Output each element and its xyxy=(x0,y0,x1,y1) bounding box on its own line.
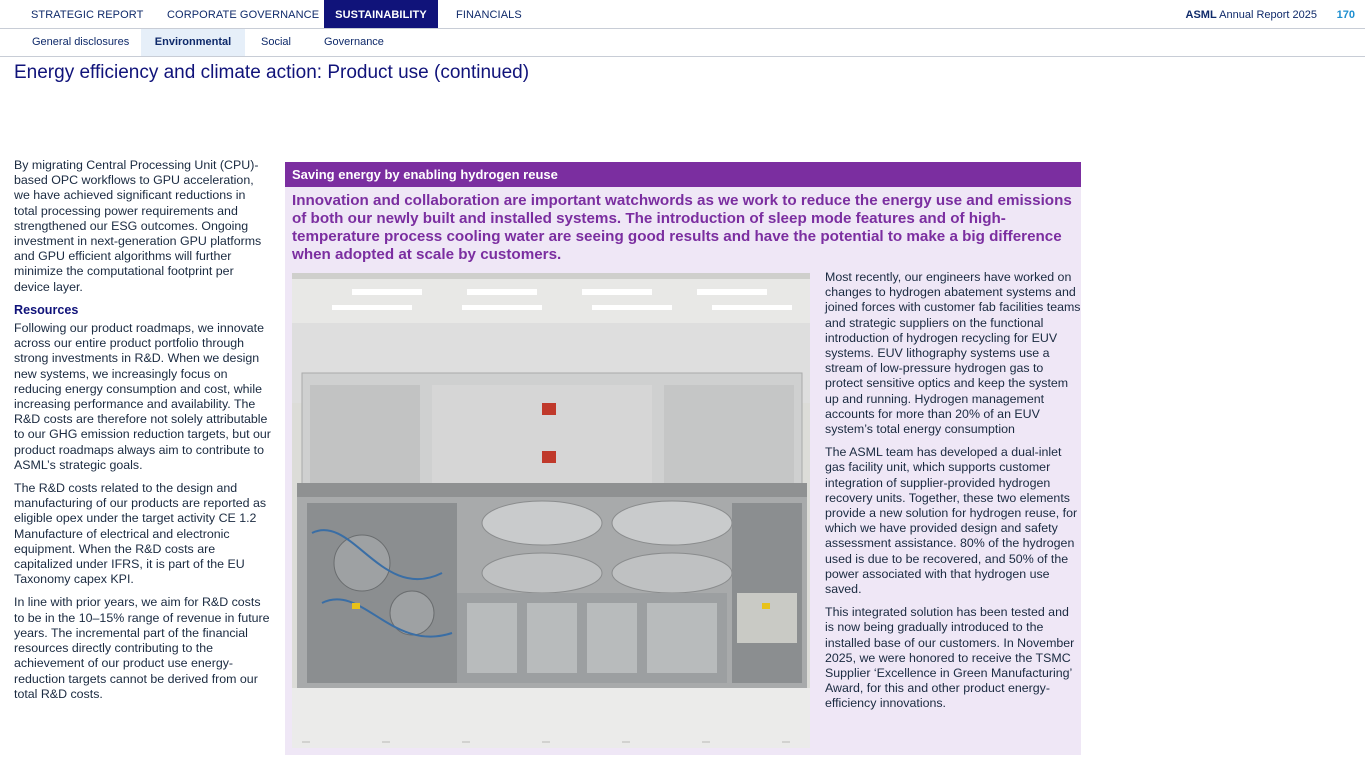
nav-sustainability[interactable]: SUSTAINABILITY xyxy=(324,0,438,28)
subnav-environmental[interactable]: Environmental xyxy=(141,29,245,56)
callout-paragraph-3: This integrated solution has been tested and is now being gradually introduced to the installed base of our customers. In November 2025, we were honored to receive the TSMC Supplier ‘Excellence in Green Manufacturing’ Award, for this and other product energy-efficiency innovations. xyxy=(825,605,1075,711)
callout-paragraph-1: Most recently, our engineers have worked on changes to hydrogen abatement systems and joined forces with customer fab facilities teams and strategic suppliers on the functional introduction of hydrogen recycling for EUV systems. EUV lithography systems use a stream of low-pressure hydrogen gas to protect sensitive optics and keep the system up and running. Hydrogen management accounts for more than 20% of an EUV system’s total energy consumption xyxy=(825,270,1081,437)
subnav-social[interactable]: Social xyxy=(261,36,291,48)
report-title xyxy=(1186,0,1317,30)
callout-text-column xyxy=(825,270,1081,720)
top-navigation xyxy=(0,0,1365,29)
left-column xyxy=(14,158,272,710)
euv-machine-photo xyxy=(292,273,810,748)
left-paragraph-3: The R&D costs related to the design and manufacturing of our products are reported as eligible opex under the target activity CE 1.2 Manufacture of electrical and electronic equipment. When the R&D costs are capitalized under IFRS, it is part of the EU Taxonomy capex KPI. xyxy=(14,481,267,587)
euv-machine-illustration xyxy=(292,273,810,748)
left-paragraph-1: By migrating Central Processing Unit (CPU)-based OPC workflows to GPU acceleration, we have achieved significant reductions in total processing power requirements and strengthened our ESG outcomes. Ongoing investment in next-generation GPU platforms and GPU efficient algorithms will further minimize the computational footprint per device layer. xyxy=(14,158,262,294)
callout-heading: Saving energy by enabling hydrogen reuse xyxy=(285,162,1081,187)
left-paragraph-2: Following our product roadmaps, we innovate across our entire product portfolio through strong investments in R&D. When we design new systems, we increasingly focus on reducing energy consumption and cost, while increasing performance and availability. The R&D costs are therefore not solely attributable to our GHG emission reduction targets, but our product roadmaps always aim to contribute to ASML’s strategic goals. xyxy=(14,321,271,472)
report-title-text: Annual Report 2025 xyxy=(1219,9,1317,21)
resources-heading: Resources xyxy=(14,302,79,317)
callout-box xyxy=(285,162,1081,755)
nav-strategic-report[interactable]: STRATEGIC REPORT xyxy=(31,9,144,21)
nav-financials[interactable]: FINANCIALS xyxy=(456,9,522,21)
subnav-general-disclosures[interactable]: General disclosures xyxy=(32,36,130,48)
page-number: 170 xyxy=(1336,9,1355,21)
left-paragraph-4: In line with prior years, we aim for R&D costs to be in the 10–15% range of revenue in future years. The incremental part of the financial resources directly contributing to the achievement of our product use energy-reduction targets cannot be derived from our total R&D costs. xyxy=(14,595,270,701)
page-title: Energy efficiency and climate action: Product use (continued) xyxy=(14,62,530,83)
report-brand: ASML xyxy=(1185,9,1217,21)
callout-lead: Innovation and collaboration are important watchwords as we work to reduce the energy use and emissions of both our newly built and installed systems. The introduction of sleep mode features and of high-temperature process cooling water are seeing good results and have the potential to make a big difference when adopted at scale by customers. xyxy=(292,192,1072,263)
subnav-governance[interactable]: Governance xyxy=(324,36,384,48)
nav-corporate-governance[interactable]: CORPORATE GOVERNANCE xyxy=(167,9,320,21)
sub-navigation xyxy=(0,29,1365,57)
callout-paragraph-2: The ASML team has developed a dual-inlet gas facility unit, which supports customer integration of supplier-provided hydrogen recovery units. Together, these two elements provide a new solution for hydrogen reuse, for which we have provided design and safety assessment assistance. 80% of the hydrogen used is due to be recovered, and 50% of the power associated with that hydrogen use saved. xyxy=(825,445,1078,597)
